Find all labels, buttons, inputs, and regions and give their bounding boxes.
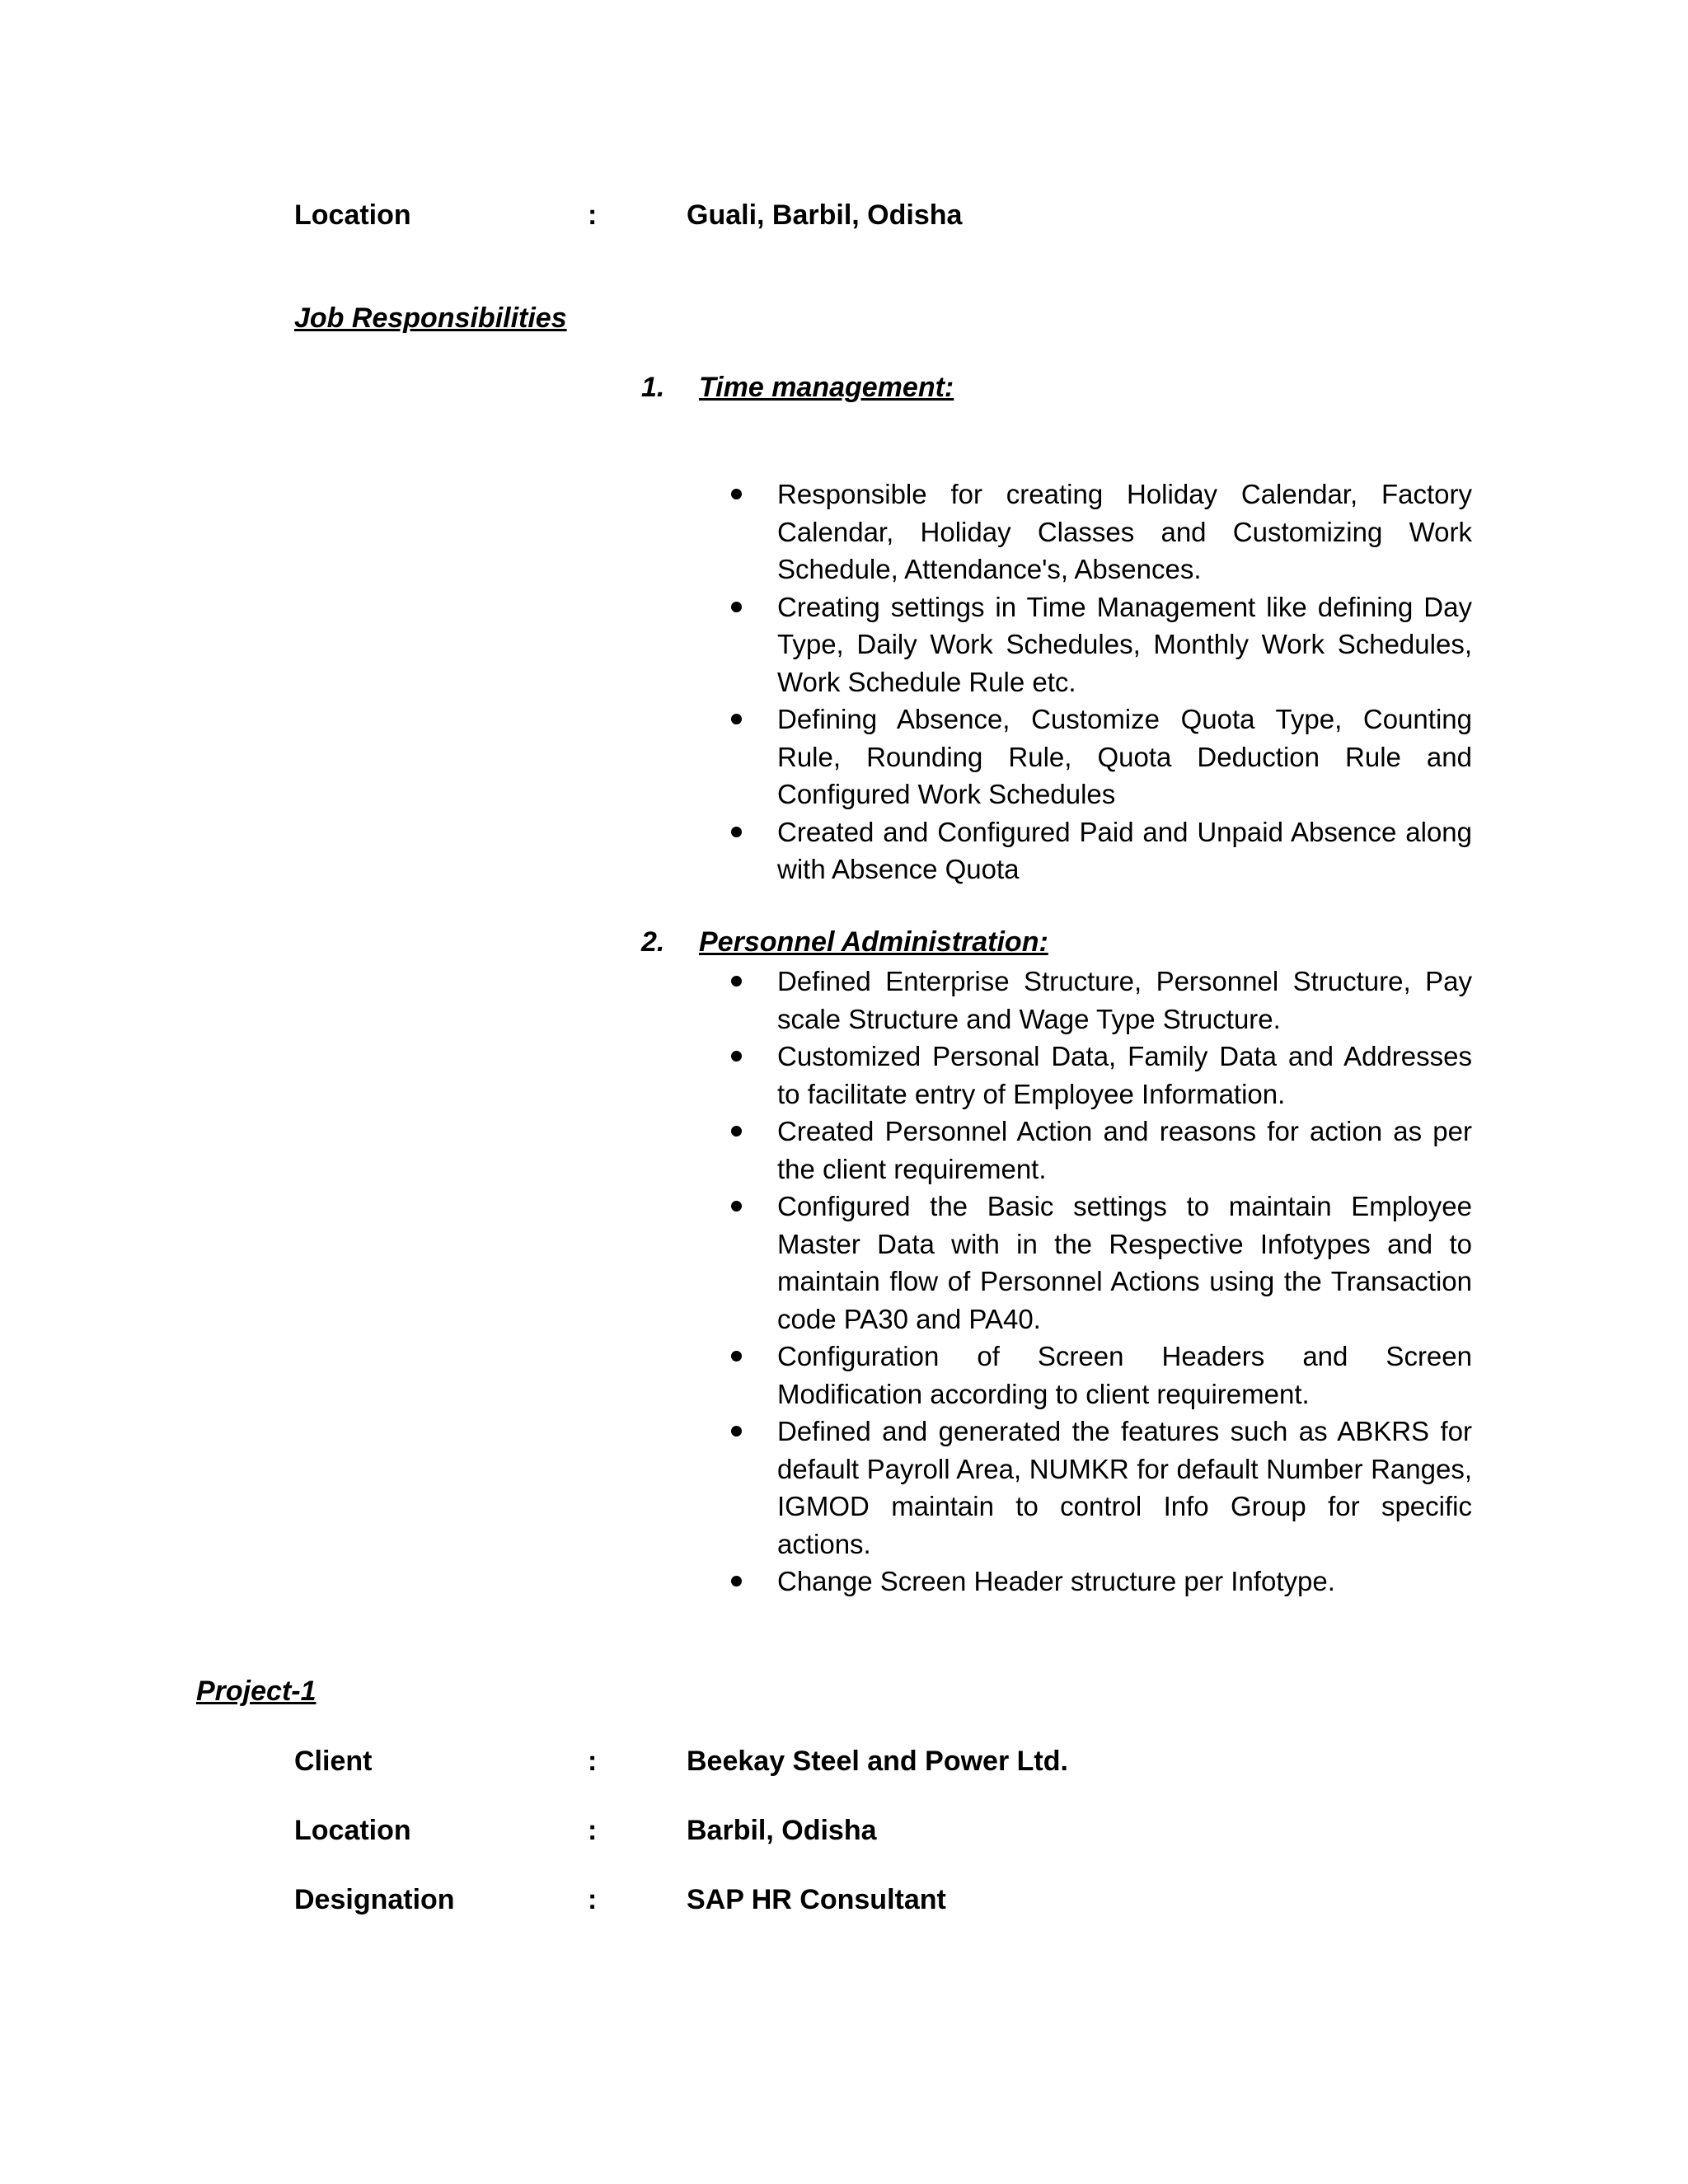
project-location-row xyxy=(294,1810,1283,1851)
client-row xyxy=(294,1741,1283,1782)
bullet-text: Created Personnel Action and reasons for action as per the client requirement. xyxy=(777,1116,1472,1184)
list-item xyxy=(724,701,1472,813)
bullet-icon xyxy=(731,714,742,724)
bullet-text: Creating settings in Time Management like defining Day Type, Daily Work Schedules, Monthly Work Schedules, Work Schedule Rule etc. xyxy=(777,591,1472,697)
bullet-icon xyxy=(731,1426,742,1436)
section-title-text: Personnel Administration: xyxy=(699,926,1048,958)
bullet-icon xyxy=(731,1351,742,1361)
bullet-text: Defining Absence, Customize Quota Type, Counting Rule, Rounding Rule, Quota Deduction Rule and Configured Work Schedules xyxy=(777,704,1472,809)
location-value: Guali, Barbil, Odisha xyxy=(687,199,963,231)
bullet-icon xyxy=(731,827,742,837)
client-colon: : xyxy=(588,1746,598,1777)
bullet-text: Created and Configured Paid and Unpaid Absence along with Absence Quota xyxy=(777,816,1472,884)
list-item xyxy=(724,1413,1472,1563)
bullet-text: Configuration of Screen Headers and Screen Modification according to client requirement. xyxy=(777,1341,1472,1409)
bullet-icon xyxy=(731,1051,742,1062)
location-colon: : xyxy=(588,199,598,231)
list-item xyxy=(724,1113,1472,1188)
bullet-icon xyxy=(731,489,742,499)
list-item xyxy=(724,813,1472,888)
designation-row xyxy=(294,1879,1283,1920)
project-location-colon: : xyxy=(588,1815,598,1846)
bullet-icon xyxy=(731,976,742,987)
bullet-text: Defined and generated the features such as ABKRS for default Payroll Area, NUMKR for default Number Ranges, IGMOD maintain to control Info Group for specific actions. xyxy=(777,1416,1472,1559)
location-label: Location xyxy=(294,199,411,231)
list-item xyxy=(724,1338,1472,1413)
section-number: 2. xyxy=(641,926,665,958)
bullet-text: Change Screen Header structure per Infotype. xyxy=(777,1566,1335,1596)
list-item xyxy=(724,476,1472,588)
project-heading: Project-1 xyxy=(196,1675,316,1707)
section-title-text: Time management: xyxy=(699,372,954,403)
list-item xyxy=(724,963,1472,1038)
location-row xyxy=(294,194,1283,236)
bullet-icon xyxy=(731,1201,742,1212)
project-location-value: Barbil, Odisha xyxy=(687,1815,877,1846)
bullet-text: Configured the Basic settings to maintain Employee Master Data with in the Respective Infotypes and to maintain flow of Personnel Actions using the Transaction code PA30 and PA40. xyxy=(777,1191,1472,1334)
list-item xyxy=(724,1038,1472,1113)
designation-value: SAP HR Consultant xyxy=(687,1884,946,1915)
bullet-icon xyxy=(731,1126,742,1137)
personnel-administration-bullet-list xyxy=(724,963,1472,1601)
list-item xyxy=(724,1188,1472,1338)
bullet-text: Customized Personal Data, Family Data and Addresses to facilitate entry of Employee Information. xyxy=(777,1041,1472,1109)
job-responsibilities-heading: Job Responsibilities xyxy=(294,302,567,334)
bullet-icon xyxy=(731,602,742,612)
bullet-text: Responsible for creating Holiday Calendar, Factory Calendar, Holiday Classes and Customizing Work Schedule, Attendance's, Absences. xyxy=(777,479,1472,584)
bullet-icon xyxy=(731,1576,742,1586)
client-label: Client xyxy=(294,1746,373,1777)
list-item xyxy=(724,588,1472,701)
section-number: 1. xyxy=(641,372,665,403)
list-item xyxy=(724,1563,1472,1601)
client-value: Beekay Steel and Power Ltd. xyxy=(687,1746,1068,1777)
designation-label: Designation xyxy=(294,1884,455,1915)
project-location-label: Location xyxy=(294,1815,411,1846)
time-management-bullet-list xyxy=(724,476,1472,888)
bullet-text: Defined Enterprise Structure, Personnel Structure, Pay scale Structure and Wage Type Structure. xyxy=(777,966,1472,1034)
designation-colon: : xyxy=(588,1884,598,1915)
